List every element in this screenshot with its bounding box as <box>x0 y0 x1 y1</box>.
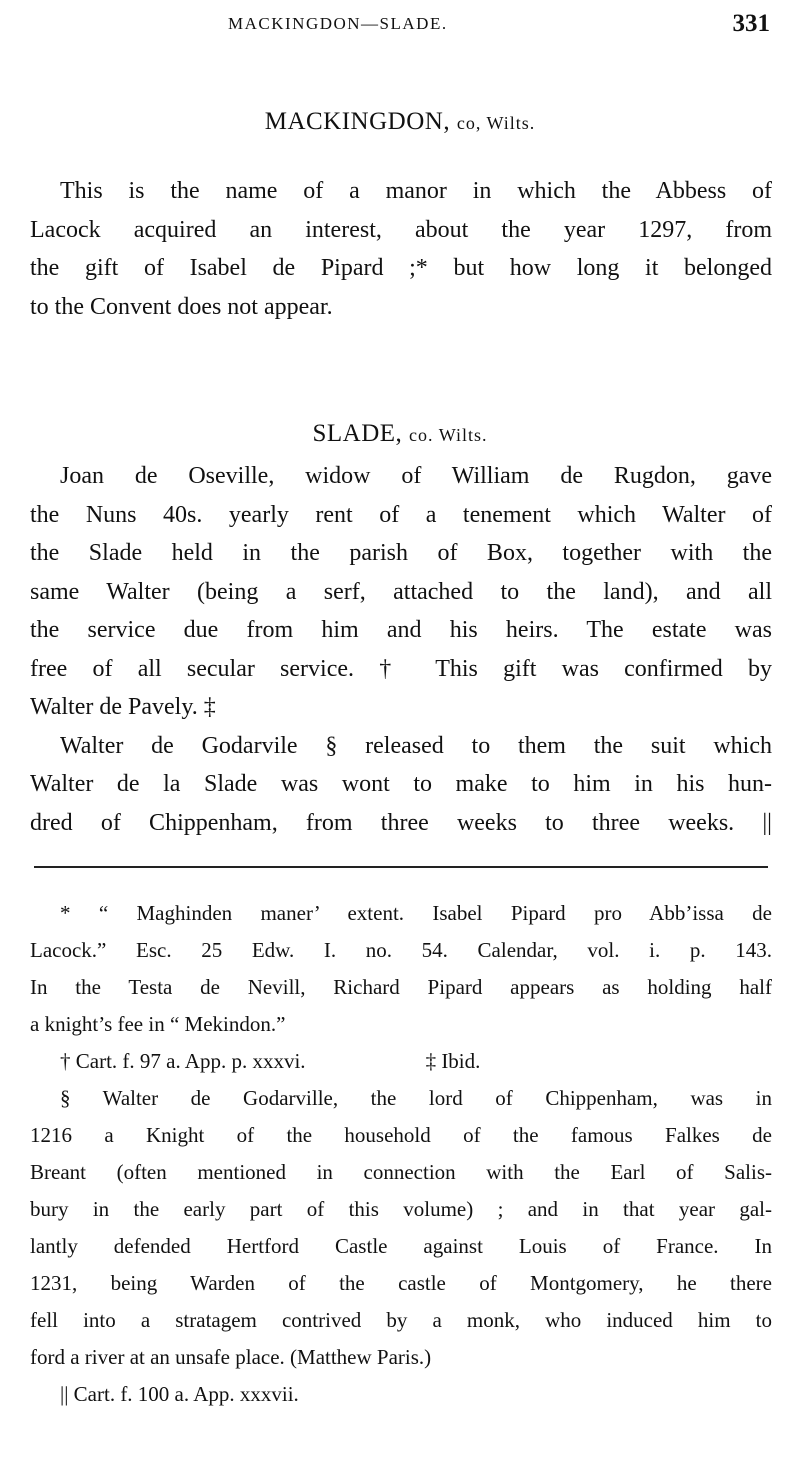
footnote-double-dagger: ‡ Ibid. <box>425 1049 481 1073</box>
footnote-line: lantly defended Hertford Castle against Louis of France. In <box>30 1234 772 1258</box>
text-line: the gift of Isabel de Pipard ;* but how long it belonged <box>30 255 772 281</box>
running-title: MACKINGDON—SLADE. <box>228 14 448 33</box>
text-line: Joan de Oseville, widow of William de Rugdon, gave <box>60 463 772 489</box>
text-line: Walter de Godarvile § released to them the suit which <box>60 732 772 759</box>
footnote-line-dagger <box>30 1043 772 1080</box>
section-heading-slade <box>0 420 800 448</box>
footnote-rule <box>34 866 768 868</box>
footnote-line: bury in the early part of this volume) ; and in that year gal- <box>30 1197 772 1221</box>
footnote-line: ford a river at an unsafe place. (Matthew Paris.) <box>30 1345 432 1369</box>
text-line: dred of Chippenham, from three weeks to three weeks. || <box>30 809 772 836</box>
running-head <box>0 10 800 40</box>
footnote-line: a knight’s fee in “ Mekindon.” <box>30 1012 286 1036</box>
page-number: 331 <box>732 10 770 37</box>
section-heading-mackingdon <box>0 108 800 136</box>
text-line: Lacock acquired an interest, about the year 1297, from <box>30 216 772 243</box>
heading-main: SLADE, <box>312 420 410 447</box>
text-line: same Walter (being a serf, attached to the land), and all <box>30 578 772 605</box>
heading-small: co, Wilts. <box>456 113 536 133</box>
text-line: Walter de la Slade was wont to make to him in his hun- <box>30 771 772 797</box>
heading-main: MACKINGDON, <box>264 108 457 135</box>
footnote-line: Lacock.” Esc. 25 Edw. I. no. 54. Calendar, vol. i. p. 143. <box>30 938 772 962</box>
text-line: the Nuns 40s. yearly rent of a tenement which Walter of <box>30 501 772 528</box>
footnote-line: 1216 a Knight of the household of the famous Falkes de <box>30 1123 772 1147</box>
footnote-line: 1231, being Warden of the castle of Montgomery, he there <box>30 1271 772 1295</box>
paragraph-slade-1 <box>30 457 772 842</box>
text-line: free of all secular service. † This gift was confirmed by <box>30 655 772 682</box>
text-line: the Slade held in the parish of Box, together with the <box>30 540 772 566</box>
footnote-line: In the Testa de Nevill, Richard Pipard appears as holding half <box>30 975 772 999</box>
text-line: This is the name of a manor in which the Abbess of <box>60 178 772 204</box>
footnote-line: § Walter de Godarville, the lord of Chippenham, was in <box>60 1086 772 1110</box>
text-line: to the Convent does not appear. <box>30 293 333 320</box>
footnote-line: * “ Maghinden maner’ extent. Isabel Pipard pro Abb’issa de <box>60 901 772 925</box>
text-line: the service due from him and his heirs. The estate was <box>30 617 772 643</box>
heading-small: co. Wilts. <box>409 425 488 445</box>
footnote-line: fell into a stratagem contrived by a monk, who induced him to <box>30 1308 772 1332</box>
paragraph-mackingdon <box>30 172 772 326</box>
footnote-line: Breant (often mentioned in connection with the Earl of Salis- <box>30 1160 772 1184</box>
footnote-dagger: † Cart. f. 97 a. App. p. xxxvi. <box>60 1049 306 1073</box>
footnote-parallel: || Cart. f. 100 a. App. xxxvii. <box>60 1382 299 1406</box>
text-line: Walter de Pavely. ‡ <box>30 694 216 720</box>
footnotes <box>30 895 772 1413</box>
